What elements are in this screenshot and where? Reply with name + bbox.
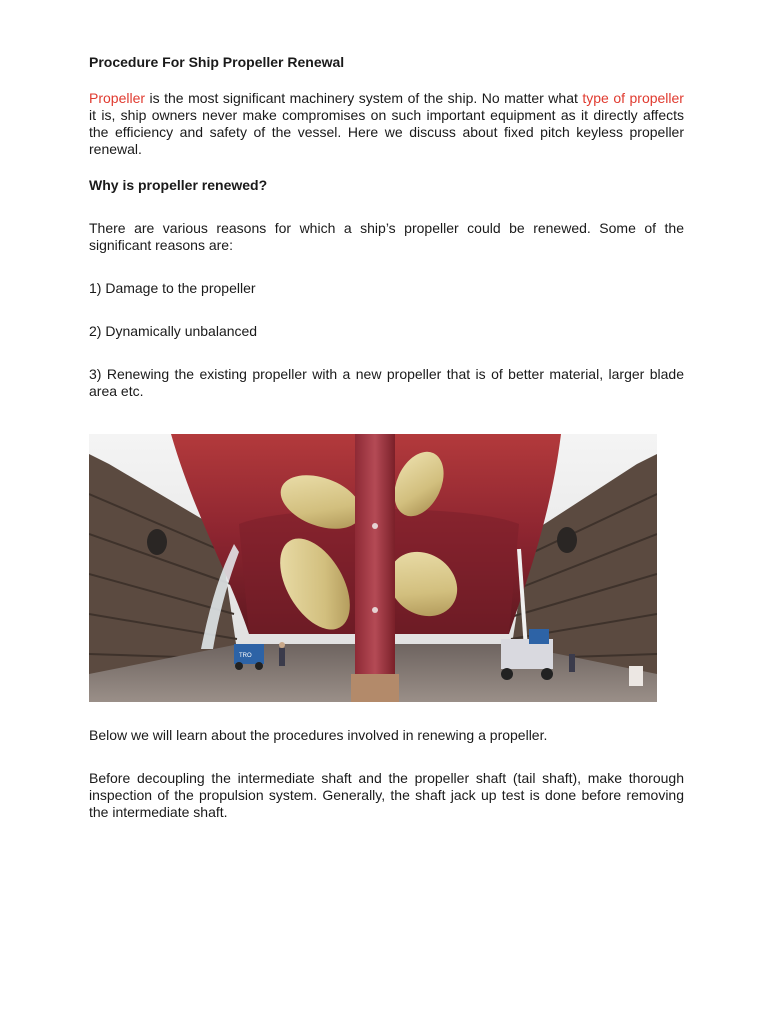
below-paragraph: Below we will learn about the procedures involved in renewing a propeller. — [89, 727, 548, 743]
reason-item-3: 3) Renewing the existing propeller with a new propeller that is of better material, larger blade area etc. — [89, 366, 684, 399]
dry-dock-propeller-photo — [89, 434, 657, 702]
document-body — [89, 54, 684, 400]
reason-item-1: 1) Damage to the propeller — [89, 280, 256, 296]
vehicle-label: TRO — [239, 653, 252, 659]
intro-paragraph: Propeller is the most significant machinery system of the ship. No matter what type of propeller it is, ship owners never make compromises on such important equipment as it directly affects the efficiency and safety of the vessel. Here we discuss about fixed pitch keyless propeller renewal. — [89, 90, 684, 157]
reasons-intro: There are various reasons for which a ship’s propeller could be renewed. Some of the significant reasons are: — [89, 220, 684, 253]
section-heading: Why is propeller renewed? — [89, 177, 268, 193]
type-of-propeller-link[interactable]: type of propeller — [582, 90, 684, 106]
before-paragraph: Before decoupling the intermediate shaft and the propeller shaft (tail shaft), make thorough inspection of the propulsion system. Generally, the shaft jack up test is done before removing the intermediate shaft. — [89, 770, 684, 820]
document-body-continued — [89, 727, 684, 821]
propeller-link[interactable]: Propeller — [89, 90, 146, 106]
reason-item-2: 2) Dynamically unbalanced — [89, 323, 258, 339]
document-title: Procedure For Ship Propeller Renewal — [89, 54, 345, 70]
